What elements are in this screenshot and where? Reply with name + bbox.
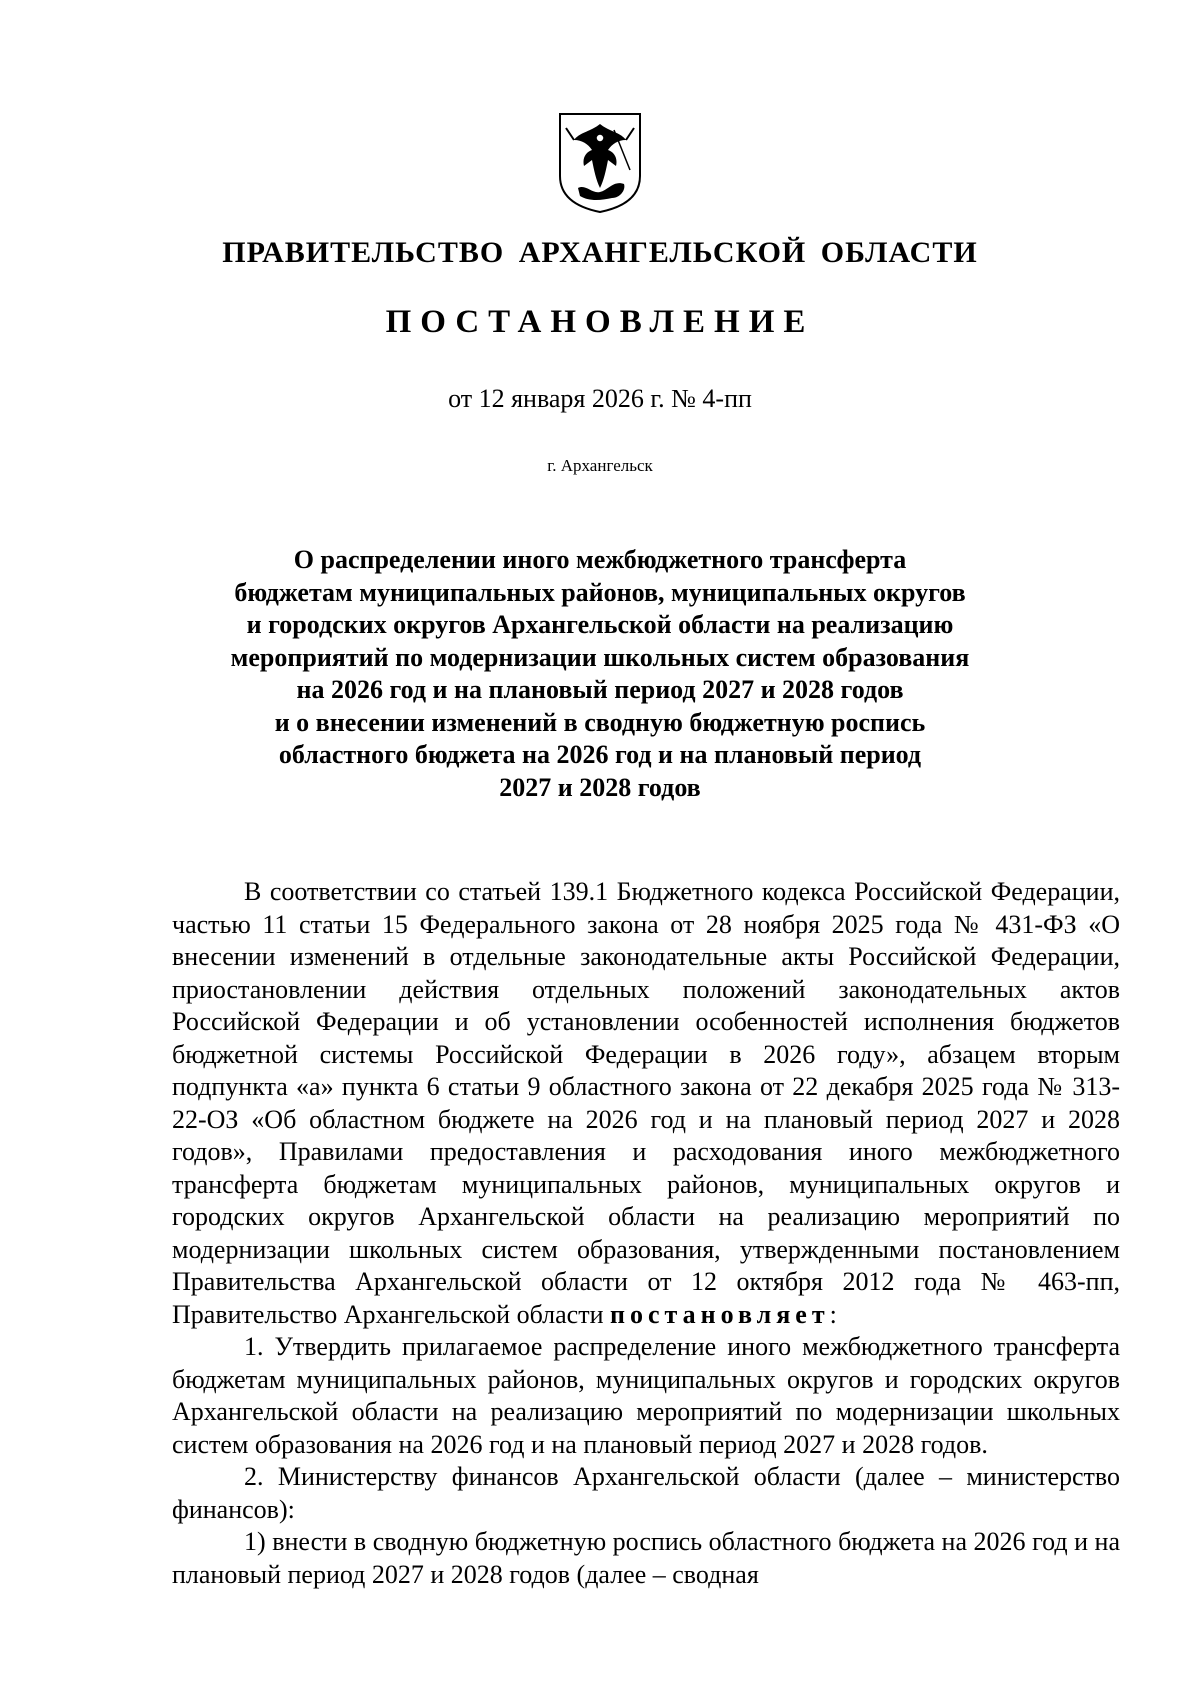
heading-line: и городских округов Архангельской области на реализацию <box>246 610 954 639</box>
heading-line: областного бюджета на 2026 год и на плановый период <box>278 740 922 769</box>
heading-line: бюджетам муниципальных районов, муниципальных округов <box>234 577 966 607</box>
document-type: ПОСТАНОВЛЕНИЕ <box>385 304 815 340</box>
document-body <box>172 876 1120 1591</box>
resolves-tail: : <box>829 1299 837 1329</box>
coat-of-arms-icon <box>556 110 644 215</box>
resolves-word: постановляет <box>610 1299 830 1329</box>
document-heading <box>180 544 1020 804</box>
heading-line: О распределении иного межбюджетного трансферта <box>293 545 907 574</box>
heading-line: на 2026 год и на плановый период 2027 и 2028 годов <box>296 675 904 704</box>
item-2-1-paragraph: 1) внести в сводную бюджетную роспись областного бюджета на 2026 год и на плановый период 2027 и 2028 годов (далее – сводная <box>172 1527 1120 1589</box>
document-city: г. Архангельск <box>547 456 653 475</box>
item-2-paragraph: 2. Министерству финансов Архангельской области (далее – министерство финансов): <box>172 1462 1120 1524</box>
heading-line: мероприятий по модернизации школьных систем образования <box>230 642 970 672</box>
preamble-text: В соответствии со статьей 139.1 Бюджетного кодекса Российской Федерации, частью 11 статьи 15 Федерального закона от 28 ноября 2025 года № 431-ФЗ «О внесении изменений в отдельные законодательные акты Российской Федерации, приостановлении действия отдельных положений законодательных актов Российской Федерации и об установлении особенностей исполнения бюджетов бюджетной системы Российской Федерации в 2026 году», абзацем вторым подпункта «а» пункта 6 статьи 9 областного закона от 22 декабря 2025 года № 313-22-ОЗ «Об областном бюджете на 2026 год и на плановый период 2027 и 2028 годов», Правилами предоставления и расходования иного межбюджетного трансферта бюджетам муниципальных районов, муниципальных округов и городских округов Архангельской области на реализацию мероприятий по модернизации школьных систем образования, утвержденными постановлением Правительства Архангельской области от 12 октября 2012 года № 463-пп, Правительство Архангельской области <box>172 877 1120 1329</box>
heading-line: и о внесении изменений в сводную бюджетную роспись <box>274 707 926 737</box>
item-1-paragraph: 1. Утвердить прилагаемое распределение иного межбюджетного трансферта бюджетам муниципальных районов, муниципальных округов и городских округов Архангельской области на реализацию мероприятий по модернизации школьных систем образования на 2026 год и на плановый период 2027 и 2028 годов. <box>172 1332 1120 1459</box>
government-name: ПРАВИТЕЛЬСТВО АРХАНГЕЛЬСКОЙ ОБЛАСТИ <box>222 236 978 269</box>
document-date-number: от 12 января 2026 г. № 4-пп <box>448 384 752 413</box>
heading-line: 2027 и 2028 годов <box>499 772 701 802</box>
preamble-paragraph <box>172 876 1120 1331</box>
